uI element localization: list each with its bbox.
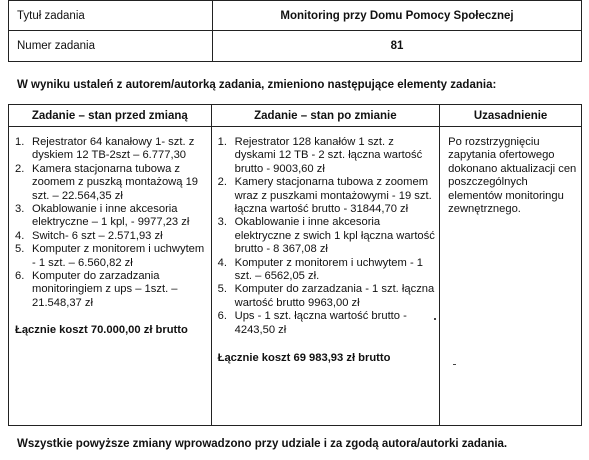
after-item	[218, 283, 436, 310]
list-number: 6.	[217, 310, 227, 323]
after-total: Łącznie koszt 69 983,93 zł brutto	[217, 352, 391, 365]
before-item	[15, 230, 207, 243]
before-item	[15, 203, 207, 230]
changes-table	[8, 104, 582, 426]
list-number: 2.	[217, 176, 227, 189]
justification-cell	[440, 127, 582, 426]
after-item-text: Komputer do zarzadzania - 1 szt. łączna wartość brutto 9963,00 zł	[234, 283, 435, 309]
header-justification: Uzasadnienie	[440, 105, 582, 127]
before-item-text: Kamera stacjonarna tubowa z zoomem z puszką montażową 19 szt. – 22.564,35 zł	[32, 162, 199, 202]
before-item-text: Switch- 6 szt – 2.571,93 zł	[32, 229, 163, 242]
after-item	[218, 257, 436, 284]
changes-body-row	[9, 127, 582, 426]
header-after: Zadanie – stan po zmianie	[211, 105, 440, 127]
after-cell	[211, 127, 440, 426]
before-item	[15, 243, 207, 270]
task-title-label: Tytuł zadania	[9, 1, 213, 31]
after-item-text: Kamery stacjonarna tubowa z zoomem wraz z puszkami montażowymi - 19 szt. łączna wartość brutto - 31844,70 zł	[234, 176, 432, 216]
before-item-text: Rejestrator 64 kanałowy 1- szt. z dyskiem 12 TB-2szt – 6.777,30	[32, 136, 195, 162]
after-item-text: Okablowanie i inne akcesoria elektryczne z swich 1 kpl łączna wartość brutto - 8 367,08 zł	[234, 216, 435, 256]
before-list	[15, 136, 207, 310]
list-number: 5.	[217, 283, 227, 296]
list-number: 2.	[15, 162, 25, 175]
after-item	[218, 216, 436, 256]
list-number: 5.	[15, 243, 25, 256]
before-item	[15, 136, 207, 163]
after-list	[218, 136, 436, 337]
list-number: 6.	[15, 270, 25, 283]
after-item-text: Rejestrator 128 kanałów 1 szt. z dyskami 12 TB - 2 szt. łączna wartość brutto - 9003,60 zł	[234, 136, 423, 175]
list-number: 3.	[15, 203, 25, 216]
task-number-value: 81	[213, 31, 582, 62]
before-item-text: Komputer do zarzadzania monitoringiem z ups – 1szt. – 21.548,37 zł	[32, 270, 178, 309]
changes-header-row	[9, 105, 582, 127]
task-number-row	[9, 31, 582, 62]
after-item	[218, 176, 436, 216]
before-item	[15, 270, 207, 310]
after-item-text: Ups - 1 szt. łączna wartość brutto - 4243,50 zł	[234, 310, 407, 336]
before-total: Łącznie koszt 70.000,00 zł brutto	[15, 324, 188, 337]
footer-text: Wszystkie powyższe zmiany wprowadzono przy udziale i za zgodą autora/autorki zadania.	[17, 438, 508, 450]
list-number: 1.	[217, 136, 227, 148]
list-number: 1.	[15, 136, 25, 148]
before-item	[15, 163, 207, 203]
after-item-text: Komputer z monitorem i uchwytem - 1 szt. – 6562,05 zł.	[234, 256, 424, 283]
task-title-row	[9, 1, 582, 31]
task-title-value: Monitoring przy Domu Pomocy Społecznej	[213, 1, 582, 31]
after-item	[218, 136, 436, 176]
list-number: 4.	[217, 256, 227, 269]
task-info-table	[8, 0, 582, 62]
header-before: Zadanie – stan przed zmianą	[9, 105, 212, 127]
before-item-text: Komputer z monitorem i uchwytem - 1 szt. – 6.560,82 zł	[32, 243, 205, 269]
task-number-label: Numer zadania	[9, 31, 213, 62]
after-item	[218, 310, 436, 337]
list-number: 3.	[217, 216, 227, 229]
justification-text: Po rozstrzygnięciu zapytania ofertowego dokonano aktualizacji cen poszczególnych elementów monitoringu zewnętrznego.	[448, 136, 577, 216]
scan-speck	[453, 364, 456, 365]
list-number: 4.	[15, 229, 25, 242]
before-item-text: Okablowanie i inne akcesoria elektryczne – 1 kpl, - 9977,23 zł	[32, 203, 190, 229]
scan-speck	[434, 318, 436, 320]
intro-text: W wyniku ustaleń z autorem/autorką zadania, zmieniono następujące elementy zadania:	[17, 79, 497, 91]
before-cell	[9, 127, 212, 426]
